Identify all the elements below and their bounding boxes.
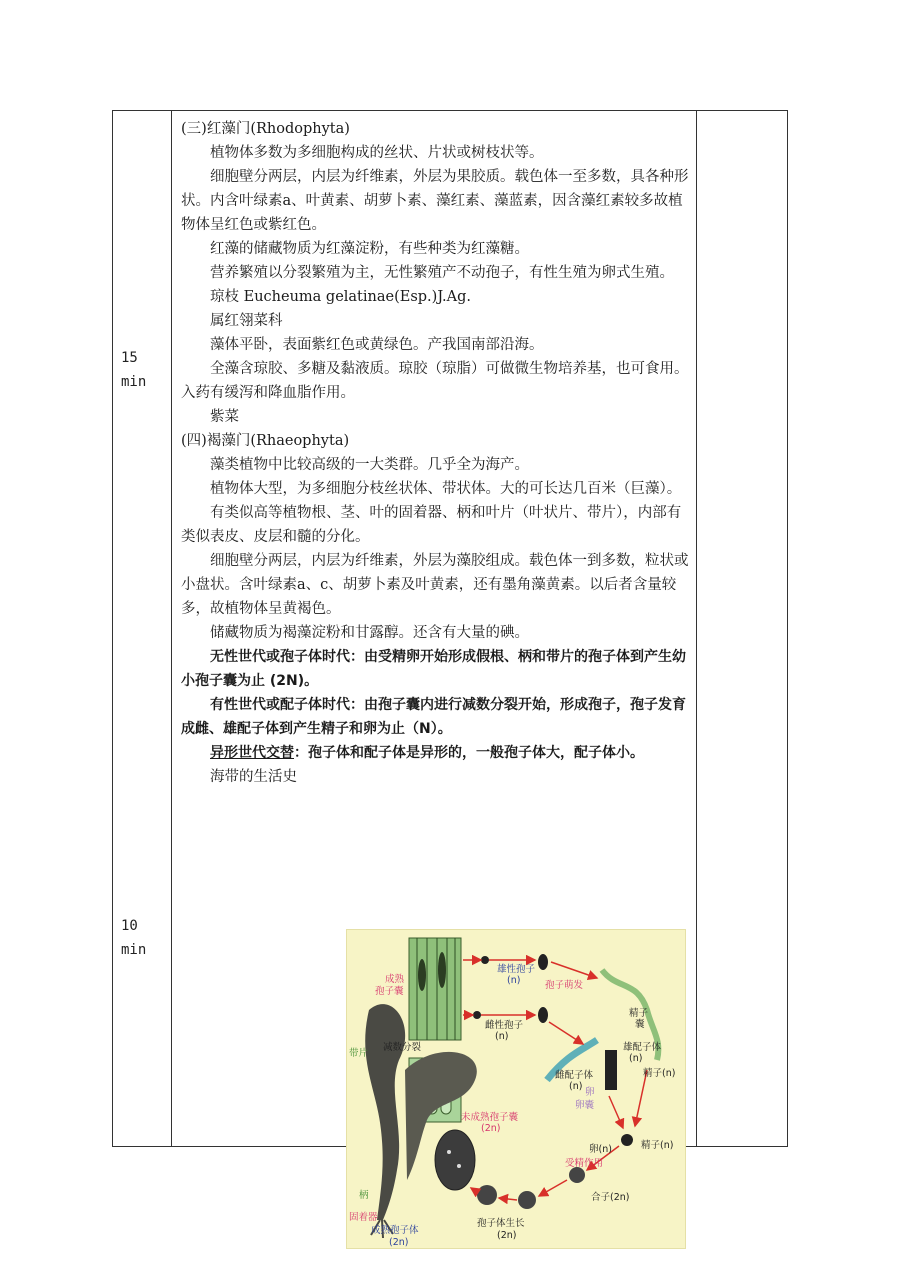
- mature-sporangium-tissue: [409, 938, 461, 1040]
- sexual-generation: 有性世代或配子体时代：由孢子囊内进行减数分裂开始，形成孢子，孢子发育成雌、雄配子体到产生精子和卵为止（N）。: [181, 697, 686, 737]
- column-divider-time: [171, 111, 172, 1146]
- label-sporophyte-growth: 孢子体生长: [477, 1218, 525, 1229]
- kelp-life-cycle-diagram: [347, 930, 686, 1249]
- time-label-15: 15: [121, 350, 138, 366]
- paragraph: 全藻含琼胶、多糖及黏液质。琼胶（琼脂）可做微生物培养基，也可食用。入药有缓泻和降血脂作用。: [181, 361, 689, 401]
- label-mature-sporophyte-2n: (2n): [389, 1237, 409, 1248]
- column-divider-notes: [696, 111, 697, 1146]
- label-spermatangium-2: 囊: [635, 1019, 645, 1030]
- label-male-spore-n: (n): [507, 975, 521, 986]
- label-male-spore: 雄性孢子: [497, 964, 536, 975]
- brown-algae-heading: (四)褐藻门(Rhaeophyta): [181, 433, 350, 449]
- label-sperm-2: 精子(n): [641, 1140, 674, 1151]
- label-zygote: 合子(2n): [591, 1192, 630, 1203]
- label-spore-germination: 孢子萌发: [545, 980, 584, 991]
- paragraph: 储藏物质为褐藻淀粉和甘露醇。还含有大量的碘。: [210, 625, 529, 641]
- alternation-of-generations: [181, 741, 689, 765]
- time-unit-min: min: [121, 374, 147, 390]
- asexual-generation: 无性世代或孢子体时代：由受精卵开始形成假根、柄和带片的孢子体到产生幼小孢子囊为止 (2N)。: [181, 649, 686, 689]
- label-male-gametophyte: 雄配子体: [623, 1042, 662, 1053]
- paragraph: 细胞壁分两层，内层为纤维素，外层为藻胶组成。载色体一到多数，粒状或小盘状。含叶绿素a、c、胡萝卜素及叶黄素，还有墨角藻黄素。以后者含量较多，故植物体呈黄褐色。: [181, 553, 689, 617]
- paragraph: 细胞壁分两层，内层为纤维素，外层为果胶质。载色体一至多数，具各种形状。内含叶绿素a、叶黄素、胡萝卜素、藻红素、藻蓝素，因含藻红素较多故植物体呈红色或紫红色。: [181, 169, 689, 233]
- paragraph: 营养繁殖以分裂繁殖为主，无性繁殖产不动孢子，有性生殖为卵式生殖。: [210, 265, 674, 281]
- alternation-term: 异形世代交替: [210, 745, 294, 761]
- paragraph: 藻体平卧，表面紫红色或黄绿色。产我国南部沿海。: [210, 337, 544, 353]
- label-meiosis: 减数分裂: [383, 1042, 422, 1053]
- label-egg-n: 卵(n): [589, 1144, 612, 1155]
- label-sperm: 精子(n): [643, 1068, 676, 1079]
- lesson-content: [181, 117, 689, 789]
- label-female-gametophyte-n: (n): [569, 1081, 583, 1092]
- label-sporangium: 孢子囊: [375, 986, 404, 997]
- eucheuma-title: 琼枝 Eucheuma gelatinae(Esp.)J.Ag.: [210, 289, 471, 305]
- label-oogonium: 卵囊: [575, 1100, 595, 1111]
- label-male-gametophyte-n: (n): [629, 1053, 643, 1064]
- label-immature-sporangium-2n: (2n): [481, 1123, 501, 1134]
- figure-labels: [349, 963, 675, 1248]
- label-female-spore: 雌性孢子: [485, 1020, 524, 1031]
- label-sporophyte-growth-2n: (2n): [497, 1230, 517, 1241]
- label-mature-sporophyte: 成熟孢子体: [371, 1225, 419, 1236]
- label-female-gametophyte: 雌配子体: [555, 1070, 594, 1081]
- porphyra-title: 紫菜: [210, 409, 239, 425]
- label-immature-sporangium: 未成熟孢子囊: [461, 1112, 519, 1123]
- label-egg: 卵: [585, 1087, 595, 1098]
- paragraph: 红藻的储藏物质为红藻淀粉，有些种类为红藻糖。: [210, 241, 529, 257]
- paragraph: 植物体多数为多细胞构成的丝状、片状或树枝状等。: [210, 145, 544, 161]
- paragraph: 藻类植物中比较高级的一大类群。几乎全为海产。: [210, 457, 529, 473]
- kelp-life-cycle-figure: [346, 929, 686, 1249]
- paragraph: 植物体大型，为多细胞分枝丝状体、带状体。大的可长达几百米（巨藻）。: [210, 481, 682, 497]
- time-unit-min: min: [121, 942, 147, 958]
- label-mature: 成熟: [385, 974, 405, 985]
- eucheuma-family: 属红翎菜科: [210, 313, 283, 329]
- label-holdfast: 固着器: [349, 1212, 378, 1223]
- label-female-spore-n: (n): [495, 1031, 509, 1042]
- label-blade: 带片: [349, 1048, 369, 1059]
- time-label-10: 10: [121, 918, 138, 934]
- label-fertilization: 受精作用: [565, 1158, 604, 1169]
- paragraph: 有类似高等植物根、茎、叶的固着器、柄和叶片（叶状片、带片），内部有类似表皮、皮层和髓的分化。: [181, 505, 682, 545]
- alternation-text: ：孢子体和配子体是异形的，一般孢子体大，配子体小。: [294, 745, 644, 761]
- red-algae-heading: (三)红藻门(Rhodophyta): [181, 121, 350, 137]
- label-stipe: 柄: [359, 1190, 369, 1201]
- label-spermatangium-1: 精子: [629, 1008, 649, 1019]
- kelp-caption: 海带的生活史: [210, 769, 297, 785]
